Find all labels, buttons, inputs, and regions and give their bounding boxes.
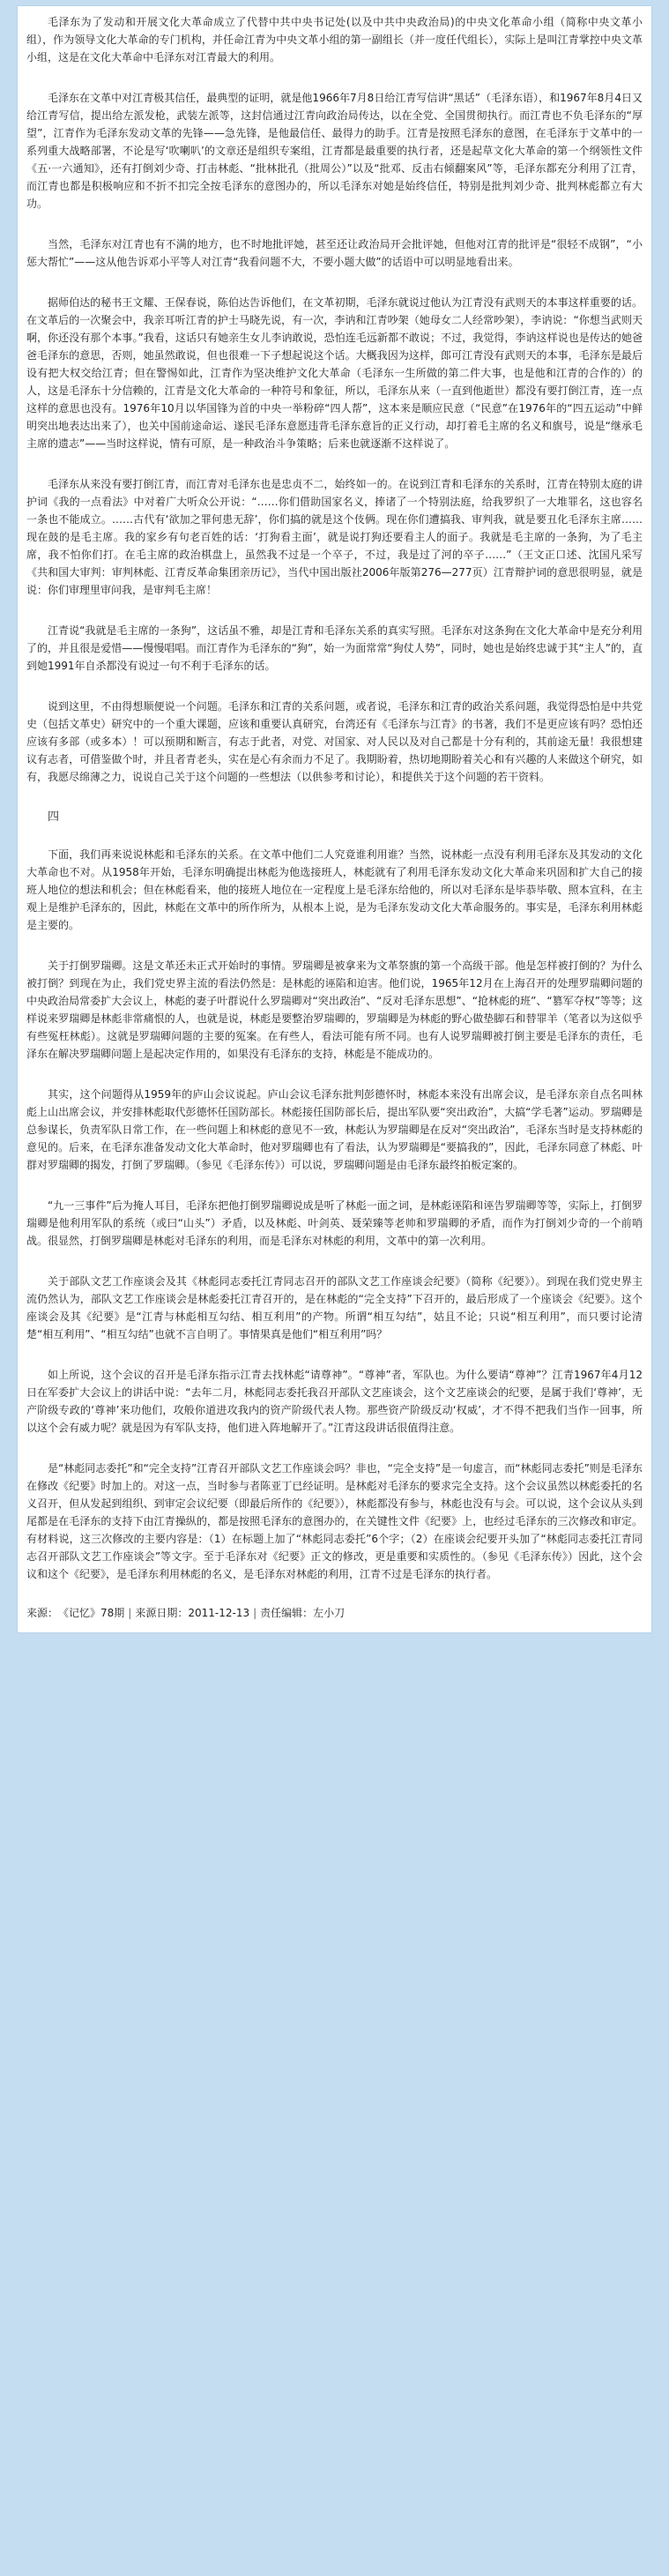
article-paragraph: 据师伯达的秘书王文耀、王保春说，陈伯达告诉他们，在文革初期，毛泽东就说过他认为江青没有武则天的本事这样重要的话。在文革后的一次聚会中，我亲耳听江青的护士马晓先说，有一次，李讷和江青吵架（她母女二人经常吵架），李讷说：“你想当武则天啊，你还没有那个本事。”我看，这话只有她亲生女儿李讷敢说，恐怕连毛远新都不敢说；不过，我觉得，李讷这样说也是传达的她爸爸毛泽东的意思，否则，她虽然敢说，但也很难一下子想起说这个话。大概我因为这样，郎可江青没有武则天的本事，毛泽东是最后设有把大权交给江青；但在警惕如此，江青作为坚决维护文化大革命（毛泽东一生所做的第二件大事，也是他和江青的合作的）的人，这是毛泽东十分信赖的，江青是文化大革命的一种符号和象征，所以，毛泽东从来（一直到他逝世）都没有要打倒江青，连一点这样的意思也没有。1976年10月以华国锋为首的中央一举粉碎“四人帮”，这本来是顺应民意（“民意”在1976年的“四五运动”中鲜明突出地表达出来了），也关中国前途命运、遂民毛泽东意愿违背毛泽东意旨的正义行动，却打着毛主席的名义和旗号，说是“继承毛主席的遗志”——当时这样说，情有可原，是一种政治斗争策略；后来也就逐渐不这样说了。 — [26, 296, 643, 450]
date-label: 来源日期： — [135, 1607, 189, 1619]
article-paragraph: 是“林彪同志委托”和“完全支持”江青召开部队文艺工作座谈会吗？非也，“完全支持”是一句虚言，而“林彪同志委托”则是毛泽东在修改《纪要》时加上的。对这一点，当时参与者陈亚丁已经证明。是林彪对毛泽东的要求完全支持。这个会议虽然以林彪委托的名义召开，但从发起到组织、到审定会议纪要（即最后所作的《纪要》），林彪都没有参与，林彪也没有与会。可以说，这个会议从头到尾都是在毛泽东的支持下由江青操纵的，都是按照毛泽东的意图办的，在关键性文件《纪要》上，也经过毛泽东的三次修改和审定。有材料说，这三次修改的主要内容是：（1）在标题上加了“林彪同志委托”6个字；（2）在座谈会纪要开头加了“林彪同志委托江青同志召开部队文艺工作座谈会”等文字。至于毛泽东对《纪要》正文的修改，更是重要和实质性的。（参见《毛泽东传》）因此，这个会议和这个《纪要》，是毛泽东利用林彪的名义，是毛泽东对林彪的利用，江青不过是毛泽东的执行者。 — [26, 1462, 643, 1580]
article-paragraph: 毛泽东从来没有要打倒江青，而江青对毛泽东也是忠贞不二，始终如一的。在说到江青和毛泽东的关系时，江青在特别太庭的讲护词《我的一点看法》中对着广大听众公开说：“……你们借助国家名义，捧诸了一个特别法庭，给我罗织了一大堆罪名，这也容名一条也不能成立。……古代有‘欲加之罪何患无辞’，你们搞的就是这个伎俩。现在你们遭搞我、审判我，就是要丑化毛泽东主席……现在鼓的是毛主席。我的家乡有句老百姓的话：‘打狗看主面’，就是说打狗还要看主人的面子。我就是毛主席的一条狗，为了毛主席，我不怕你们打。在毛主席的政治棋盘上，虽然我不过是一个卒子，不过，我是过了河的卒子……”（王文正口述、沈国凡采写《共和国大审判：审判林彪、江青反革命集团亲历记》，当代中国出版社2006年版第276—277页）江青辩护词的意思很明显，就是说：你们审理里审问我，是审判毛主席！ — [26, 478, 643, 596]
page — [6, 0, 663, 2576]
article-footer — [26, 1599, 643, 1625]
source-value: 《记忆》78期 — [58, 1607, 125, 1619]
footer-separator: | — [128, 1607, 132, 1619]
article-paragraph: 关于部队文艺工作座谈会及其《林彪同志委托江青同志召开的部队文艺工作座谈会纪要》（简称《纪要》）。到现在我们党史界主流仍然认为，部队文艺工作座谈会是林彪委托江青召开的，是在林彪的“完全支持”下召开的，最后形成了一个座谈会《纪要》。这个座谈会及其《纪要》是“江青与林彪相互勾结、相互利用”的产物。所谓“相互勾结”，姑且不论；只说“相互利用”，而只要讨论清楚“相互利用”、“相互勾结”也就不言自明了。事情果真是他们“相互利用”吗？ — [26, 1275, 643, 1340]
editor-link[interactable]: 左小刀 — [313, 1607, 346, 1619]
article-paragraph: 毛泽东在文革中对江青极其信任，最典型的证明，就是他1966年7月8日给江青写信讲“黑话”（毛泽东语），和1967年8月4日又给江青写信，提出给左派发枪，武装左派等，这封信通过江青向政治局传达，以在全党、全国贯彻执行。而江青也不负毛泽东的“厚望”，江青作为毛泽东发动文革的先锋——急先锋，是他最信任、最得力的助手。江青是按照毛泽东的意图，在毛泽东于文革中的一系列重大战略部署，不论是写‘吹喇叭’的文章还是组织专案组，江青都是最重要的执行者，还是起草文化大革命的第一个纲领性文件《五·一六通知》，还有打倒刘少奇、打击林彪、“批林批孔（批周公）”以及“批邓、反击右倾翻案风”等，毛泽东都充分利用了江青，而江青也都是积极响应和不折不扣完全按毛泽东的意图办的，所以毛泽东对她是始终信任，特别是批判刘少奇、批判林彪都立有大功。 — [26, 92, 643, 210]
article-paragraph: 江青说“我就是毛主席的一条狗”，这话虽不雅，却是江青和毛泽东关系的真实写照。毛泽东对这条狗在文化大革命中是充分利用了的，并且很是爱惜——慢慢唱唱。而江青作为毛泽东的“狗”，始一为面常常“狗仗人势”，同时，她也是始终忠诚于其“主人”的，直到她1991年自杀都没有说过一句不利于毛泽东的话。 — [26, 624, 643, 672]
article-paragraph: 如上所说，这个会议的召开是毛泽东指示江青去找林彪“请尊神”。“尊神”者，军队也。为什么要请“尊神”？江青1967年4月12日在军委扩大会议上的讲话中说：“去年二月，林彪同志委托我召开部队文艺座谈会，这个文艺座谈会的纪要，是属于我们‘尊神’，无产阶级专政的‘尊神’来功他们，攻般你道进攻我内的资产阶级代表人物。那些资产阶级反动‘权威’，才不得不把我们当作一回事，所以这个会有威力呢？就是因为有军队支持，他们进入阵地解开了。”江青这段讲话很值得注意。 — [26, 1369, 643, 1434]
article-paragraph: 毛泽东为了发动和开展文化大革命成立了代替中共中央书记处(以及中共中央政治局)的中央文化革命小组（简称中央文革小组），作为领导文化大革命的专门机构，并任命江青为中央文革小组的第一副组长（并一度任代组长），实际上是叫江青掌控中央文革小组，这是在文化大革命中毛泽东对江青最大的利用。 — [26, 16, 643, 63]
article-paragraph: 说到这里，不由得想顺便说一个问题。毛泽东和江青的关系问题，或者说，毛泽东和江青的政治关系问题，我觉得恐怕是中共党史（包括文革史）研究中的一个重大课题，应该和重要认真研究，台湾还有《毛泽东与江青》的书著，我们不是更应该有吗？恐怕还应该有多部（或多本）！可以预期和断言，有志于此者，对党、对国家、对人民以及对自己都是十分有利的，其前途无量！我很想建议有志者，可借鉴做个时，并且者青老头，实在是心有余而力不足了。我期盼着，热切地期盼着关心和有兴趣的人来做这个研究，如有，我愿尽绵薄之力，说说自己关于这个问题的一些想法（以供参考和讨论），和提供关于这个问题的若干资料。 — [26, 700, 643, 783]
article-paragraph: “九一三事件”后为掩人耳目，毛泽东把他打倒罗瑞卿说成是听了林彪一面之词，是林彪诬陷和诬告罗瑞卿等等，实际上，打倒罗瑞卿是他利用军队的系统（或曰“山头”）矛盾，以及林彪、叶剑英、聂荣臻等老帅和罗瑞卿的矛盾，而作为打倒刘少奇的一个前哨战。很显然，打倒罗瑞卿是林彪对毛泽东的利用，而是毛泽东对林彪的利用，文革中的第一次利用。 — [26, 1199, 643, 1247]
footer-separator: | — [253, 1607, 257, 1619]
article-paragraph: 下面，我们再来说说林彪和毛泽东的关系。在文革中他们二人究竟谁利用谁？当然，说林彪一点没有利用毛泽东及其发动的文化大革命也不对。从1958年开始，毛泽东明确提出林彪为他选接班人，林彪就有了利用毛泽东发动文化大革命来巩固和扩大自己的接班人地位的想法和机会；但在林彪看来，他的接班人地位在一定程度上是毛泽东给他的，所以对毛泽东是毕恭毕敬、照本宣科，在主观上是维护毛泽东的，因此，林彪在文革中的所作所为，从根本上说，是为毛泽东发动文化大革命服务的。事实是，毛泽东利用林彪是主要的。 — [26, 848, 643, 931]
section-number: 四 — [48, 810, 60, 824]
article-paragraph: 其实，这个问题得从1959年的庐山会议说起。庐山会议毛泽东批判彭德怀时，林彪本来没有出席会议，是毛泽东亲自点名叫林彪上山出席会议，并安排林彪取代彭德怀任国防部长。林彪接任国防部长后，提出军队要“突出政治”，大搞“学毛著”运动。罗瑞卿是总参谋长，负责军队日常工作，在一些问题上和林彪的意见不一致，林彪认为罗瑞卿是在反对“突出政治”，毛泽东当时是支持林彪的意见的。后来，在毛泽东准备发动文化大革命时，他对罗瑞卿也有了看法，认为罗瑞卿是“要搞我的”，因此，毛泽东同意了林彪、叶群对罗瑞卿的揭发，打倒了罗瑞卿。（参见《毛泽东传》）可以说，罗瑞卿问题是由毛泽东最终拍板定案的。 — [26, 1088, 643, 1171]
date-value: 2011-12-13 — [188, 1607, 250, 1619]
article-panel — [17, 5, 652, 1633]
article-paragraph: 关于打倒罗瑞卿。这是文革还未正式开始时的事情。罗瑞卿是被拿来为文革祭旗的第一个高级干部。他是怎样被打倒的？为什么被打倒？到现在为止，我们党史界主流的看法仍然是：是林彪的诬陷和迫害。他们说，1965年12月在上海召开的处理罗瑞卿问题的中央政治局常委扩大会议上，林彪的妻子叶群说什么罗瑞卿对“突出政治”、“反对毛泽东思想”、“抢林彪的班”、“篡军夺权”等等；这样说来罗瑞卿是林彪非常痛恨的人，也就是说，林彪是要整治罗瑞卿的，罗瑞卿是为林彪的野心做垫脚石和替罪羊（笔者以为这似乎有些冤枉林彪）。这就是罗瑞卿问题的主要的冤案。在有些人，看法可能有所不同。也有人说罗瑞卿被打倒主要是毛泽东的责任，毛泽东在解决罗瑞卿问题上是起决定作用的，如果没有毛泽东的支持，林彪是不能成功的。 — [26, 959, 643, 1060]
article-paragraph: 当然，毛泽东对江青也有不满的地方，也不时地批评她，甚至还让政治局开会批评她，但他对江青的批评是“很轻不成钢”，“小惩大帮忙”——这从他告诉邓小平等人对江青“我看问题不大，不要小题大做”的话语中可以明显地看出来。 — [26, 238, 643, 268]
editor-label: 责任编辑： — [260, 1607, 314, 1619]
source-label: 来源： — [26, 1607, 59, 1619]
